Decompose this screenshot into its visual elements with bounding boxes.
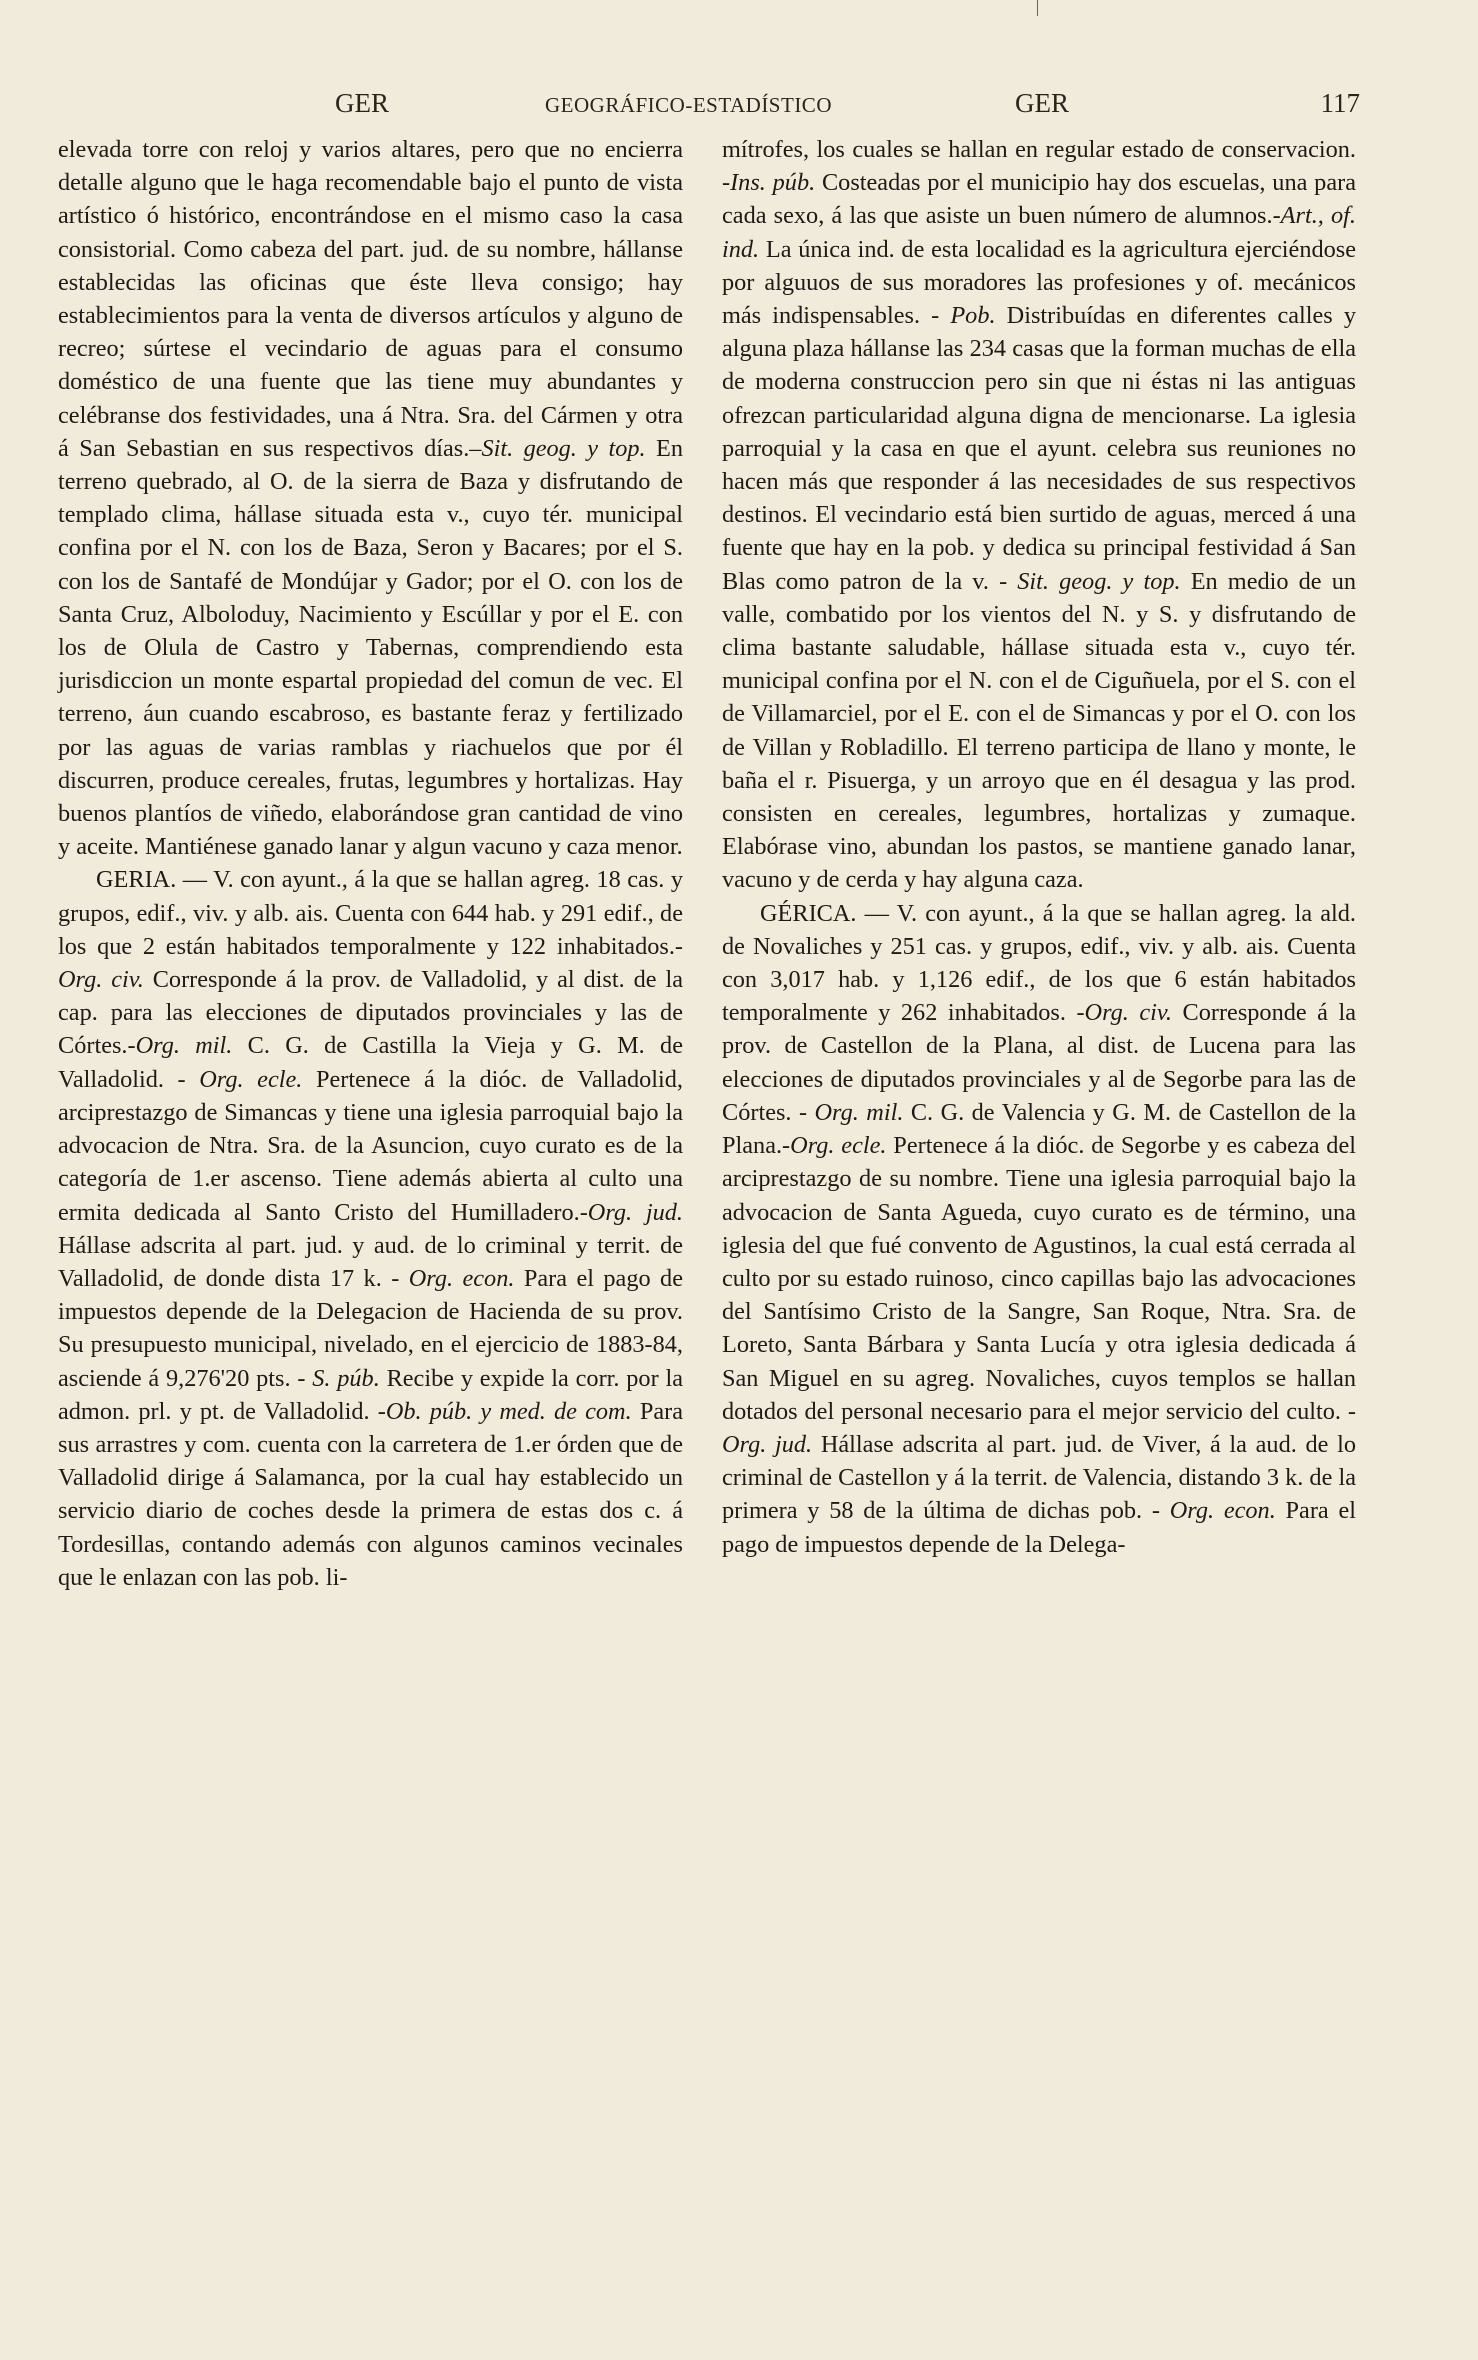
header-right-keyword: GER: [1015, 88, 1069, 118]
text-run: Para el pago de impuestos depende de la Delega-: [722, 1497, 1357, 1558]
text-run: GERIA. — V. con ayunt., á la que se hallan agreg. 18 cas. y grupos, edif., viv. y alb. ais. Cuenta con 644 hab. y 291 edif., de los que 2 están habitados temporalmente y 122 inhabitados.-: [58, 866, 683, 960]
entry-gerica: [722, 897, 1356, 1561]
section-label: Sit. geog. y top.: [481, 434, 646, 462]
text-run: mítrofes, los cuales se hallan en regular estado de conservacion. -: [722, 136, 1356, 197]
section-label: Ins. púb.: [730, 169, 816, 197]
entry-continuation: [58, 133, 683, 863]
entry-continuation: [722, 133, 1356, 897]
text-run: Hállase adscrita al part. jud. y aud. de lo criminal y territ. de Valladolid, de donde dista 17 k. -: [58, 1231, 683, 1292]
section-label: Org. mil.: [135, 1032, 233, 1060]
section-label: Ob. púb. y med. de com.: [385, 1397, 632, 1425]
text-run: En terreno quebrado, al O. de la sierra de Baza y disfrutando de templado clima, hállase situada esta v., cuyo tér. municipal confina por el N. con los de Baza, Seron y Bacares; por el S. con los de Santafé de Mondújar y Gador; por el O. con los de Santa Cruz, Alboloduy, Nacimiento y Escúllar y por el E. con los de Olula de Castro y Tabernas, comprendiendo esta jurisdiccion un monte espartal propiedad del comun de vec. El terreno, áun cuando escabroso, es bastante feraz y fertilizado por las aguas de varias ramblas y riachuelos que por él discurren, produce cereales, frutas, legumbres y hortalizas. Hay buenos plantíos de viñedo, elaborándose gran cantidad de vino y aceite. Mantiénese ganado lanar y algun vacuno y caza menor.: [58, 434, 683, 861]
section-label: Org. mil.: [814, 1098, 904, 1126]
header-left-keyword: GER: [335, 88, 389, 118]
section-label: Org. econ.: [1169, 1497, 1276, 1525]
entry-geria: [58, 863, 683, 1593]
text-run: Corresponde á la prov. de Castellon de la Plana, al dist. de Lucena para las elecciones de diputados provinciales y al de Segorbe para las de Córtes. -: [722, 999, 1356, 1126]
text-run: Hállase adscrita al part. jud. de Viver, á la aud. de lo criminal de Castellon y á la territ. de Valencia, distando 3 k. de la primera y 58 de la última de dichas pob. -: [722, 1430, 1356, 1525]
text-run: elevada torre con reloj y varios altares, pero que no encierra detalle alguno que le haga recomendable bajo el punto de vista artístico ó histórico, encontrándose en el mismo caso la casa consistorial. Como cabeza del part. jud. de su nombre, hállanse establecidas las oficinas que éste lleva consigo; hay establecimientos para la venta de diversos artículos y alguno de recreo; súrtese el vecindario de aguas para el consumo doméstico de una fuente que las tiene muy abundantes y celébranse dos festividades, una á Ntra. Sra. del Cármen y otra á San Sebastian en sus respectivos días.–: [58, 136, 683, 462]
text-run: Distribuídas en diferentes calles y alguna plaza hállanse las 234 casas que la forman muchas de ella de moderna construccion pero sin que ni éstas ni las antiguas ofrezcan particularidad alguna digna de mencionarse. La iglesia parroquial y la casa en que el ayunt. celebra sus reuniones no hacen más que responder á las necesidades de sus respectivos destinos. El vecindario está bien surtido de aguas, merced á una fuente que hay en la pob. y dedica su principal festividad á San Blas como patron de la v. -: [722, 302, 1357, 595]
section-label: Art., of. ind.: [722, 202, 1356, 263]
text-run: Para sus arrastres y com. cuenta con la carretera de 1.er órden que de Valladolid dirige á Salamanca, por la cual hay establecido un servicio diario de coches desde la primera de estas dos c. á Tordesillas, contando además con algunos caminos vecinales que le enlazan con las pob. li-: [58, 1397, 683, 1591]
header-title: GEOGRÁFICO-ESTADÍSTICO: [545, 93, 832, 117]
text-run: Costeadas por el municipio hay dos escuelas, una para cada sexo, á las que asiste un buen número de alumnos.-: [722, 169, 1356, 230]
text-run: C. G. de Valencia y G. M. de Castellon de la Plana.-: [722, 1098, 1356, 1160]
text-run: Recibe y expide la corr. por la admon. prl. y pt. de Valladolid. -: [58, 1364, 683, 1425]
text-run: C. G. de Castilla la Vieja y G. M. de Valladolid. -: [58, 1032, 683, 1093]
section-label: Sit. geog. y top.: [1017, 567, 1181, 595]
section-label: Org. jud.: [587, 1198, 683, 1226]
running-header: [335, 88, 1360, 128]
section-label: S. púb.: [312, 1364, 380, 1392]
text-run: Corresponde á la prov. de Valladolid, y al dist. de la cap. para las elecciones de diputados provinciales y las de Córtes.-: [58, 966, 683, 1060]
text-run: Pertenece á la dióc. de Valladolid, arciprestazgo de Simancas y tiene una iglesia parroquial bajo la advocacion de Ntra. Sra. de la Asuncion, cuyo curato es de la categoría de 1.er ascenso. Tiene además abierta al culto una ermita dedicada al Santo Cristo del Humilladero.-: [58, 1065, 684, 1226]
section-label: Org. ecle.: [790, 1132, 887, 1160]
page-number: 117: [1320, 88, 1360, 118]
text-run: GÉRICA. — V. con ayunt., á la que se hallan agreg. la ald. de Novaliches y 251 cas. y grupos, edif., viv. y alb. ais. Cuenta con 3,017 hab. y 1,126 edif., de los que 6 están habitados temporalmente y 262 inhabitados. -: [722, 899, 1356, 1027]
text-run: En medio de un valle, combatido por los vientos del N. y S. y disfrutando de clima bastante saludable, hállase situada esta v., cuyo tér. municipal confina por el N. con el de Ciguñuela, por el S. con el de Villamarciel, por el E. con el de Simancas y por el O. con los de Villan y Robladillo. El terreno participa de llano y monte, le baña el r. Pisuerga, y un arroyo que en él desagua y las prod. consisten en cereales, legumbres, hortalizas y zumaque. Elabórase vino, abundan los pastos, se mantiene ganado lanar, vacuno y de cerda y hay alguna caza.: [722, 567, 1356, 894]
section-label: Org. civ.: [1084, 999, 1172, 1027]
section-label: Org. ecle.: [199, 1065, 303, 1093]
scan-mark: [1037, 0, 1038, 16]
section-label: Pob.: [950, 302, 996, 330]
section-label: Org. jud.: [722, 1430, 813, 1458]
section-label: Org. civ.: [58, 966, 144, 994]
left-column: [58, 133, 683, 1594]
text-run: Pertenece á la dióc. de Segorbe y es cabeza del arciprestazgo de su nombre. Tiene una iglesia parroquial bajo la advocacion de Santa Agueda, cuyo curato es de término, una iglesia del que fué convento de Agustinos, la cual está cerrada al culto por su estado ruinoso, cinco capillas bajo las advocaciones del Santísimo Cristo de la Sangre, San Roque, Ntra. Sra. de Loreto, Santa Bárbara y Santa Lucía y otra iglesia dedicada á San Miguel en su agreg. Novaliches, cuyos templos se hallan dotados del personal necesario para el mejor servicio del culto. -: [722, 1132, 1356, 1425]
right-column: [722, 133, 1356, 1561]
text-run: La única ind. de esta localidad es la agricultura ejerciéndose por alguuos de sus moradores las profesiones y of. mecánicos más indispensables. -: [722, 235, 1356, 330]
section-label: Org. econ.: [408, 1264, 515, 1292]
text-run: Para el pago de impuestos depende de la Delegacion de Hacienda de su prov. Su presupuesto municipal, nivelado, en el ejercicio de 1883-84, asciende á 9,276'20 pts. -: [58, 1264, 683, 1392]
